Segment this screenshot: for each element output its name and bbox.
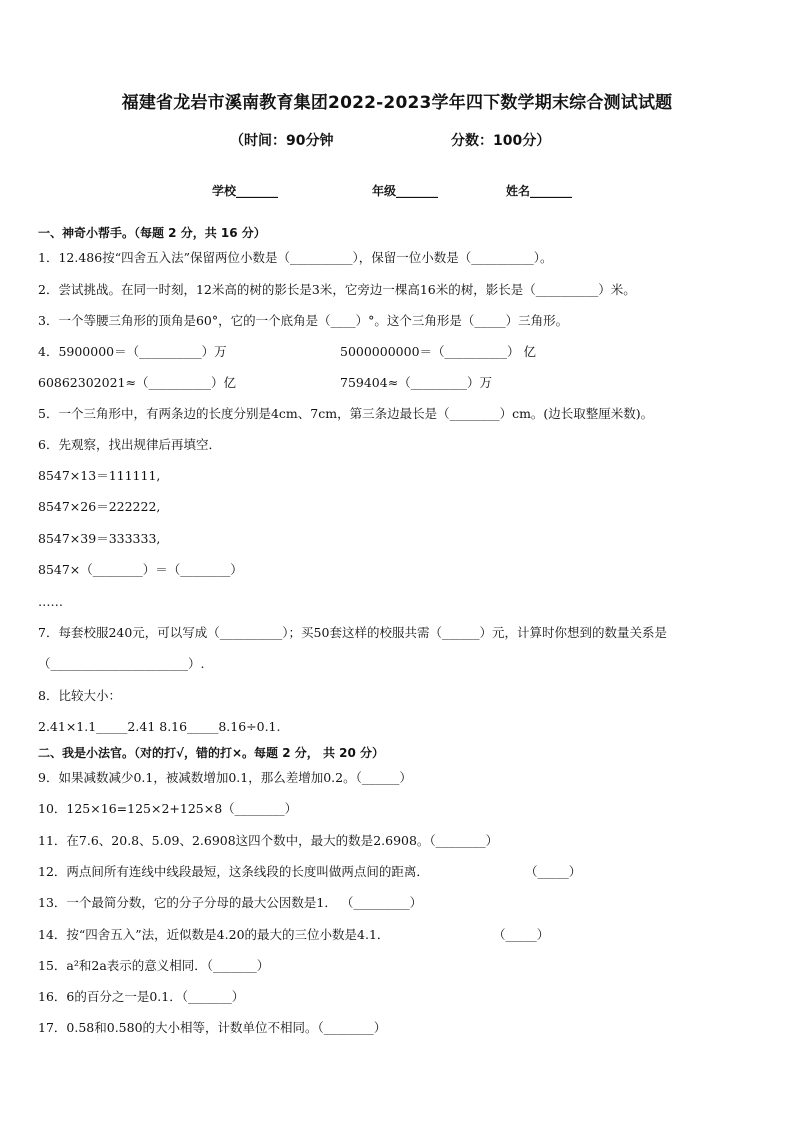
- question-15: 15．a²和2a表示的意义相同．（_______）: [38, 958, 270, 973]
- question-4a: 4．5900000＝（__________）万: [38, 344, 227, 359]
- name-field: 姓名_______: [506, 184, 573, 198]
- school-field: 学校_______: [212, 184, 279, 198]
- question-11: 11．在7.6、20.8、5.09、2.6908这四个数中，最大的数是2.6908。（________）: [38, 833, 499, 848]
- question-7-cont: （______________________）.: [38, 656, 205, 671]
- section-1-heading: 一、神奇小帮手。（每题 2 分，共 16 分）: [38, 226, 266, 240]
- question-4d: 759404≈（_________）万: [340, 375, 492, 390]
- question-6-ellipsis: ……: [38, 594, 63, 609]
- question-4c: 60862302021≈（__________）亿: [38, 375, 236, 390]
- question-9: 9．如果减数减少0.1，被减数增加0.1，那么差增加0.2。（______）: [38, 770, 412, 785]
- question-6: 6．先观察，找出规律后再填空．: [38, 437, 221, 452]
- question-12-answer: （_____）: [525, 864, 582, 879]
- question-6-line-1: 8547×13＝111111,: [38, 468, 161, 483]
- question-14-answer: （_____）: [493, 927, 550, 942]
- question-1: 1．12.486按“四舍五入法”保留两位小数是（__________），保留一位小数是（__________）。: [38, 250, 553, 265]
- question-6-line-2: 8547×26＝222222,: [38, 499, 161, 514]
- question-3: 3．一个等腰三角形的顶角是60°，它的一个底角是（____）°。这个三角形是（_____）三角形。: [38, 313, 569, 328]
- question-6-line-4: 8547×（________）＝（________）: [38, 562, 243, 577]
- question-2: 2．尝试挑战。在同一时刻，12米高的树的影长是3米，它旁边一棵高16米的树，影长是（__________）米。: [38, 282, 636, 297]
- question-7: 7．每套校服240元，可以写成（__________）；买50套这样的校服共需（______）元，计算时你想到的数量关系是: [38, 625, 667, 640]
- question-14: 14．按“四舍五入”法，近似数是4.20的最大的三位小数是4.1．: [38, 927, 390, 942]
- exam-score: 分数：100分）: [451, 133, 551, 149]
- question-8: 8．比较大小：: [38, 688, 121, 703]
- question-17: 17．0.58和0.580的大小相等，计数单位不相同。（________）: [38, 1020, 387, 1035]
- grade-field: 年级_______: [372, 184, 439, 198]
- question-5: 5．一个三角形中，有两条边的长度分别是4cm、7cm，第三条边最长是（________）cm。(边长取整厘米数)。: [38, 406, 654, 421]
- exam-time: （时间：90分钟: [230, 133, 334, 149]
- section-2-heading: 二、我是小法官。（对的打√，错的打×。每题 2 分， 共 20 分）: [38, 746, 384, 760]
- question-6-line-3: 8547×39＝333333,: [38, 531, 161, 546]
- question-13: 13．一个最简分数，它的分子分母的最大公因数是1． （_________）: [38, 895, 423, 910]
- question-8-compare: 2.41×1.1_____2.41 8.16_____8.16÷0.1.: [38, 719, 281, 734]
- question-10: 10．125×16=125×2+125×8（________）: [38, 801, 298, 816]
- question-12: 12．两点间所有连线中线段最短，这条线段的长度叫做两点间的距离．: [38, 864, 429, 879]
- question-16: 16．6的百分之一是0.1．（_______）: [38, 989, 245, 1004]
- question-4b: 5000000000＝（__________） 亿: [340, 344, 537, 359]
- page-title: 福建省龙岩市溪南教育集团2022-2023学年四下数学期末综合测试试题: [121, 93, 673, 113]
